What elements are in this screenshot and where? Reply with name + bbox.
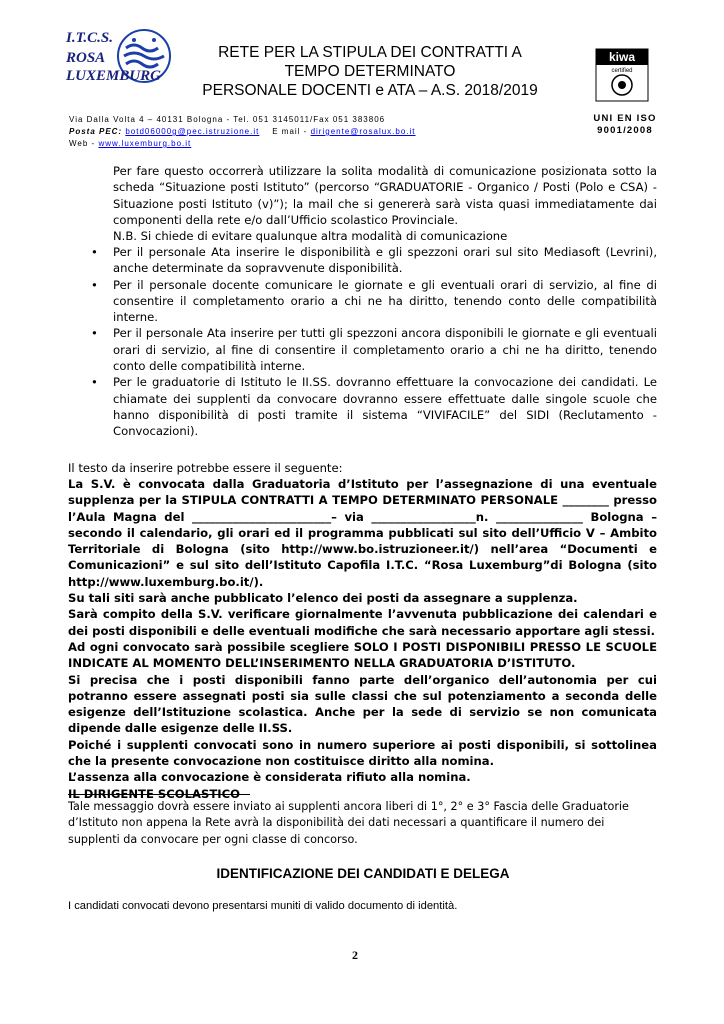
iso-certification bbox=[585, 113, 665, 137]
title-line-1: RETE PER LA STIPULA DEI CONTRATTI A bbox=[218, 44, 522, 61]
list-item: • Per il personale docente comunicare le giornate e gli eventuali orari di servizio, al fine di consentire il completamento orario a chi ne ha diritto, tenendo conto delle compatibilità interne. bbox=[87, 277, 657, 326]
page-number: 2 bbox=[352, 948, 358, 962]
logo-line-3: LUXEMBURG bbox=[66, 68, 162, 84]
iso-line-2: 9001/2008 bbox=[597, 125, 653, 136]
footnote-divider bbox=[68, 794, 250, 795]
contact-info bbox=[69, 114, 416, 150]
address-line: Via Dalla Volta 4 – 40131 Bologna - Tel. 051 3145011/Fax 051 383806 bbox=[69, 115, 386, 124]
iso-line-1: UNI EN ISO bbox=[593, 113, 657, 124]
svg-text:kiwa: kiwa bbox=[608, 50, 636, 64]
logo-line-1: I.T.C.S. bbox=[66, 30, 113, 46]
email-label: E mail - bbox=[272, 127, 308, 136]
convocation-paragraph: Ad ogni convocato sarà possibile scegliere SOLO I POSTI DISPONIBILI PRESSO LE SCUOLE INDICATE AL MOMENTO DELL’INSERIMENTO NELLA GRADUATORIA D’ISTITUTO. bbox=[68, 639, 657, 671]
instruction-list bbox=[87, 244, 657, 440]
list-item: • Per le graduatorie di Istituto le II.SS. dovranno effettuare la convocazione dei candidati. Le chiamate dei supplenti da convocare dovranno essere effettuate dalle singole scuole che hanno disponibilità di posti tramite il sistema “VIVIFACILE” del SIDI (Reclutamento - Convocazioni). bbox=[87, 374, 657, 439]
kiwa-badge-icon bbox=[594, 47, 650, 103]
web-line bbox=[69, 138, 416, 150]
convocation-paragraph: Si precisa che i posti disponibili fanno parte dell’organico dell’autonomia per cui potranno essere assegnati posti sia sulle classi che sul potenziamento a seconda delle esigenze dell’Istituzione scolastica. Anche per la sede di servizio se non comunicata dipende dalle esigenze delle II.SS. bbox=[68, 672, 657, 736]
document-title bbox=[180, 43, 560, 100]
list-item: • Per il personale Ata inserire le disponibilità e gli spezzoni orari sul sito Mediasoft (Levrini), anche determinate da sopravvenute disponibilità. bbox=[87, 244, 657, 277]
convocation-paragraph: Su tali siti sarà anche pubblicato l’elenco dei posti da assegnare a supplenza. bbox=[68, 591, 578, 606]
title-line-3: PERSONALE DOCENTI e ATA – A.S. 2018/2019 bbox=[202, 82, 538, 99]
web-label: Web - bbox=[69, 139, 96, 148]
pec-link[interactable]: botd06000g@pec.istruzione.it bbox=[125, 127, 260, 136]
list-item: • Per il personale Ata inserire per tutti gli spezzoni ancora disponibili le giornate e gli eventuali orari di servizio, al fine di consentire il completamento orario a chi ne ha diritto, tenendo conto delle compatibilità interne. bbox=[87, 325, 657, 374]
intro-paragraph: Per fare questo occorrerà utilizzare la solita modalità di comunicazione posizionata sotto la scheda “Situazione posti Istituto” (percorso “GRADUATORIE - Organico / Posti (Polo e CSA) - Situazione posti Istituto (v)”); la mail che si genererà sarà vista quasi immediatamente dai componenti della rete e/o dall’Ufficio scolastico Provinciale. bbox=[113, 164, 657, 227]
convocation-paragraph: La S.V. è convocata dalla Graduatoria d’Istituto per l’assegnazione di una eventuale supplenza per la STIPULA CONTRATTI A TEMPO DETERMINATO PERSONALE ________ presso l’Aula Magna del ________________________– via __________________n. _______________ Bologna – secondo il calendario, gli orari ed il programma pubblicati sul sito dell’Ufficio V – Ambito Territoriale di Bologna (sito http://www.bo.istruzioneer.it/) nell’area “Documenti e Comunicazioni” e sul sito dell’Istituto Capofila I.T.C. “Rosa Luxemburg”di Bologna (sito http://www.luxemburg.bo.it/). bbox=[68, 477, 657, 589]
svg-text:certified: certified bbox=[611, 68, 633, 74]
logo-line-2: ROSA bbox=[66, 50, 106, 66]
kiwa-certification-logo bbox=[594, 47, 650, 103]
convocation-template bbox=[68, 476, 657, 802]
template-intro: Il testo da inserire potrebbe essere il seguente: bbox=[68, 461, 343, 475]
email-link[interactable]: dirigente@rosalux.bo.it bbox=[310, 127, 416, 136]
pec-label: Posta PEC: bbox=[69, 127, 123, 136]
convocation-paragraph: Sarà compito della S.V. verificare giornalmente l’avvenuta pubblicazione dei calendari e dei posti disponibili e delle eventuali modifiche che sarà necessario apportare agli stessi. bbox=[68, 607, 657, 638]
school-logo bbox=[66, 26, 174, 98]
web-link[interactable]: www.luxemburg.bo.it bbox=[98, 139, 192, 148]
convocation-paragraph: Poiché i supplenti convocati sono in numero superiore ai posti disponibili, si sottolinea che la presente convocazione non costituisce diritto alla nomina. bbox=[68, 737, 657, 769]
nb-note: N.B. Si chiede di evitare qualunque altra modalità di comunicazione bbox=[113, 229, 508, 243]
signature-title: IL DIRIGENTE SCOLASTICO bbox=[68, 786, 240, 801]
final-note: I candidati convocati devono presentarsi muniti di valido documento di identità. bbox=[68, 900, 458, 912]
convocation-paragraph: L’assenza alla convocazione è considerata rifiuto alla nomina. bbox=[68, 770, 471, 785]
email-line bbox=[69, 126, 416, 138]
title-line-2: TEMPO DETERMINATO bbox=[284, 63, 456, 80]
footnote-text: Tale messaggio dovrà essere inviato ai supplenti ancora liberi di 1°, 2° e 3° Fascia delle Graduatorie d’Istituto non appena la Rete avrà la disponibilità dei dati necessari a quantificare il numero dei supplenti da convocare per ogni classe di concorso. bbox=[68, 800, 629, 846]
section-heading: IDENTIFICAZIONE DEI CANDIDATI E DELEGA bbox=[216, 866, 510, 881]
